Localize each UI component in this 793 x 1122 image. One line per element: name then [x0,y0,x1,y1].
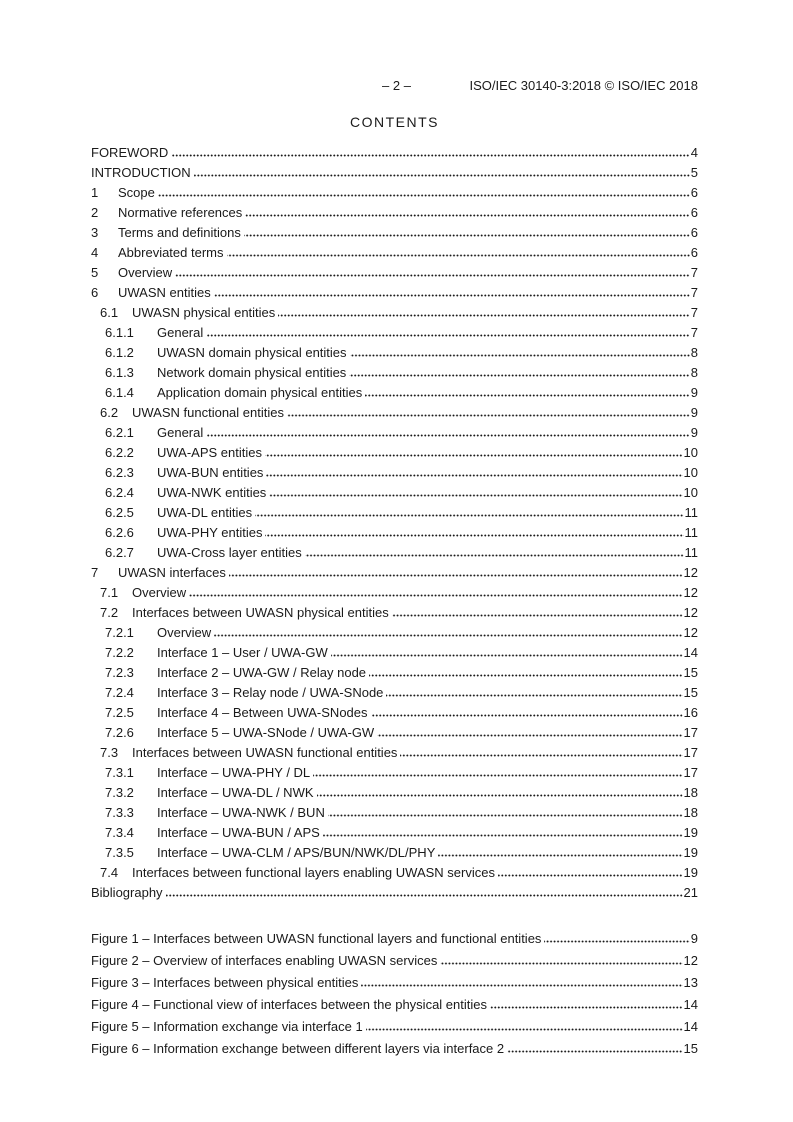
figure-entry [91,997,698,1019]
toc-entry-page: 12 [683,585,698,600]
dot-leader [265,525,683,537]
toc-entry-page: 18 [683,805,698,820]
toc-entry-page: 9 [690,385,698,400]
toc-entry-title: Network domain physical entities [157,365,347,380]
toc-entry-page: 11 [684,545,698,560]
dot-leader [166,885,683,897]
toc-entry-number: 7.4 [100,865,119,880]
dot-leader [377,725,682,737]
dot-leader [265,445,683,457]
dot-leader [440,953,682,965]
toc-entry [91,305,698,325]
toc-entry-title: Interfaces between UWASN functional entities [132,745,398,760]
toc-entry-page: 12 [683,605,698,620]
toc-entry-title: Application domain physical entities [157,385,363,400]
dot-leader [507,1041,682,1053]
toc-entry-number: 7.3.4 [105,825,134,840]
toc-entry-number: 7.2 [100,605,119,620]
figure-entry [91,953,698,975]
dot-leader [438,845,682,857]
toc-entry-page: 7 [690,305,698,320]
toc-entry-page: 19 [683,845,698,860]
toc-entry-page: 17 [683,765,698,780]
toc-entry-title: INTRODUCTION [91,165,191,180]
toc-entry [91,225,698,245]
toc-entry-number: 6 [91,285,99,300]
toc-entry [91,245,698,265]
toc-entry-page: 4 [690,145,698,160]
toc-entry-number: 7.2.3 [105,665,134,680]
toc-entry [91,145,698,165]
dot-leader [214,625,682,637]
figure-entry-page: 13 [683,975,698,990]
toc-entry-page: 14 [683,645,698,660]
toc-entry [91,285,698,305]
toc-entry [91,205,698,225]
toc-entry-number: 7.3.2 [105,785,134,800]
document-reference: ISO/IEC 30140-3:2018 © ISO/IEC 2018 [469,78,698,93]
toc-entry-title: UWASN functional entities [132,405,284,420]
dot-leader [350,345,690,357]
toc-entry-title: Interface – UWA-NWK / BUN [157,805,325,820]
toc-entry [91,525,698,545]
toc-entry-title: Overview [132,585,187,600]
figure-entry-page: 14 [683,1019,698,1034]
toc-entry-number: 7.3.3 [105,805,134,820]
figure-entry-title: Figure 6 – Information exchange between different layers via interface 2 [91,1041,505,1056]
toc-entry-number: 6.1 [100,305,119,320]
toc-entry-title: Interface 4 – Between UWA-SNodes [157,705,368,720]
dot-leader [305,545,684,557]
figure-entry-page: 14 [683,997,698,1012]
toc-entry-number: 1 [91,185,99,200]
figure-entry-title: Figure 2 – Overview of interfaces enabling UWASN services [91,953,438,968]
toc-entry-title: Overview [118,265,173,280]
toc-entry [91,825,698,845]
toc-entry-page: 12 [683,625,698,640]
toc-entry-title: UWA-Cross layer entities [157,545,302,560]
toc-entry [91,705,698,725]
toc-entry-title: UWA-BUN entities [157,465,264,480]
toc-entry [91,885,698,905]
toc-entry-title: General [157,425,204,440]
toc-entry [91,805,698,825]
toc-entry-page: 6 [690,205,698,220]
toc-entry-number: 6.2.5 [105,505,134,520]
toc-entry-page: 10 [683,445,698,460]
toc-entry-page: 8 [690,365,698,380]
toc-entry-page: 6 [690,245,698,260]
figure-entry-title: Figure 1 – Interfaces between UWASN functional layers and functional entities [91,931,542,946]
toc-entry-number: 7.1 [100,585,119,600]
toc-entry-title: Interfaces between functional layers enabling UWASN services [132,865,495,880]
dot-leader [189,585,682,597]
dot-leader [206,425,690,437]
dot-leader [171,145,689,157]
toc-entry-page: 10 [683,465,698,480]
toc-entry-page: 6 [690,185,698,200]
toc-entry-number: 7.3.1 [105,765,134,780]
dot-leader [266,465,682,477]
toc-entry [91,465,698,485]
toc-entry-title: Abbreviated terms [118,245,224,260]
toc-entry-title: Interface – UWA-PHY / DL [157,765,311,780]
toc-entry [91,365,698,385]
toc-entry-number: 6.2.2 [105,445,134,460]
toc-entry [91,605,698,625]
toc-entry-page: 7 [690,285,698,300]
toc-entry-number: 7 [91,565,99,580]
toc-entry-number: 7.2.5 [105,705,134,720]
toc-entry [91,645,698,665]
toc-entry-number: 6.2.1 [105,425,134,440]
toc-entry-number: 7.2.4 [105,685,134,700]
toc-entry-page: 7 [690,265,698,280]
dot-leader [313,765,682,777]
toc-entry-number: 2 [91,205,99,220]
dot-leader [392,605,683,617]
dot-leader [365,385,690,397]
dot-leader [366,1019,683,1031]
toc-entry-number: 6.1.4 [105,385,134,400]
toc-entry-title: Interface 2 – UWA-GW / Relay node [157,665,367,680]
toc-entry [91,545,698,565]
figures-list [91,931,698,1063]
toc-entry-page: 9 [690,425,698,440]
toc-entry-page: 17 [683,745,698,760]
dot-leader [227,245,690,257]
toc-entry [91,665,698,685]
toc-entry-page: 19 [683,865,698,880]
dot-leader [244,225,690,237]
toc-entry [91,785,698,805]
toc-entry-page: 19 [683,825,698,840]
toc-entry [91,265,698,285]
toc-entry [91,325,698,345]
toc-entry-title: UWASN interfaces [118,565,226,580]
toc-entry [91,445,698,465]
toc-entry-page: 17 [683,725,698,740]
dot-leader [361,975,682,987]
toc-entry [91,505,698,525]
toc-entry [91,765,698,785]
toc-entry [91,405,698,425]
dot-leader [331,645,683,657]
toc-entry-page: 8 [690,345,698,360]
page-header [0,78,793,94]
dot-leader [498,865,683,877]
figure-entry [91,1019,698,1041]
dot-leader [278,305,689,317]
figure-entry-page: 15 [683,1041,698,1056]
toc-entry [91,565,698,585]
toc-entry-number: 3 [91,225,99,240]
toc-entry-number: 6.1.2 [105,345,134,360]
toc-entry-title: UWA-DL entities [157,505,253,520]
toc-entry [91,385,698,405]
dot-leader [386,685,682,697]
dot-leader [214,285,690,297]
toc-entry-title: Interface – UWA-BUN / APS [157,825,320,840]
toc-entry-number: 6.2.7 [105,545,134,560]
dot-leader [229,565,683,577]
toc-entry-number: 6.2.3 [105,465,134,480]
dot-leader [269,485,682,497]
page-number-marker: – 2 – [382,78,411,93]
table-of-contents [91,145,698,905]
figure-entry-page: 12 [683,953,698,968]
dot-leader [369,665,682,677]
dot-leader [323,825,683,837]
toc-entry-title: Interface 5 – UWA-SNode / UWA-GW [157,725,375,740]
toc-entry-page: 11 [684,505,698,520]
toc-entry-title: Normative references [118,205,243,220]
toc-entry-number: 6.2 [100,405,119,420]
toc-entry-number: 7.3.5 [105,845,134,860]
toc-entry [91,865,698,885]
dot-leader [194,165,690,177]
dot-leader [490,997,683,1009]
toc-entry [91,485,698,505]
toc-entry-page: 18 [683,785,698,800]
figure-entry [91,931,698,953]
figure-entry [91,1041,698,1063]
toc-entry-title: UWA-NWK entities [157,485,267,500]
toc-entry [91,725,698,745]
toc-entry-page: 10 [683,485,698,500]
toc-entry [91,685,698,705]
toc-entry [91,745,698,765]
dot-leader [255,505,683,517]
dot-leader [544,931,689,943]
dot-leader [287,405,690,417]
toc-entry-title: Interface – UWA-DL / NWK [157,785,314,800]
toc-entry-title: Scope [118,185,155,200]
dot-leader [328,805,683,817]
toc-entry-number: 7.2.6 [105,725,134,740]
toc-entry-title: UWA-PHY entities [157,525,263,540]
figure-entry-title: Figure 5 – Information exchange via interface 1 [91,1019,363,1034]
dot-leader [206,325,690,337]
toc-entry-title: UWASN physical entities [132,305,276,320]
dot-leader [371,705,683,717]
contents-heading: CONTENTS [350,114,439,130]
toc-entry [91,165,698,185]
toc-entry-page: 16 [683,705,698,720]
toc-entry-title: FOREWORD [91,145,169,160]
dot-leader [175,265,690,277]
toc-entry-page: 6 [690,225,698,240]
toc-entry-number: 7.2.1 [105,625,134,640]
toc-entry-number: 6.2.6 [105,525,134,540]
toc-entry-title: UWASN entities [118,285,211,300]
figure-entry-title: Figure 4 – Functional view of interfaces between the physical entities [91,997,487,1012]
dot-leader [158,185,690,197]
toc-entry-title: Bibliography [91,885,163,900]
toc-entry-title: Overview [157,625,212,640]
toc-entry-page: 9 [690,405,698,420]
toc-entry-number: 4 [91,245,99,260]
toc-entry-title: Interface 1 – User / UWA-GW [157,645,328,660]
toc-entry [91,345,698,365]
dot-leader [400,745,682,757]
toc-entry-page: 21 [683,885,698,900]
toc-entry-title: General [157,325,204,340]
toc-entry-title: Terms and definitions [118,225,241,240]
dot-leader [317,785,683,797]
toc-entry-number: 6.1.3 [105,365,134,380]
toc-entry-page: 11 [684,525,698,540]
toc-entry [91,625,698,645]
toc-entry [91,845,698,865]
toc-entry-title: Interfaces between UWASN physical entities [132,605,389,620]
toc-entry-title: UWA-APS entities [157,445,262,460]
toc-entry-page: 15 [683,685,698,700]
toc-entry-page: 5 [690,165,698,180]
toc-entry-number: 7.3 [100,745,119,760]
figure-entry [91,975,698,997]
toc-entry-number: 6.2.4 [105,485,134,500]
toc-entry-page: 12 [683,565,698,580]
toc-entry-number: 5 [91,265,99,280]
toc-entry [91,185,698,205]
figure-entry-page: 9 [690,931,698,946]
toc-entry-title: Interface – UWA-CLM / APS/BUN/NWK/DL/PHY [157,845,436,860]
toc-entry-number: 6.1.1 [105,325,134,340]
toc-entry [91,425,698,445]
figure-entry-title: Figure 3 – Interfaces between physical entities [91,975,359,990]
dot-leader [349,365,689,377]
toc-entry-page: 7 [690,325,698,340]
toc-entry-number: 7.2.2 [105,645,134,660]
toc-entry-page: 15 [683,665,698,680]
toc-entry [91,585,698,605]
toc-entry-title: Interface 3 – Relay node / UWA-SNode [157,685,384,700]
toc-entry-title: UWASN domain physical entities [157,345,347,360]
dot-leader [245,205,689,217]
